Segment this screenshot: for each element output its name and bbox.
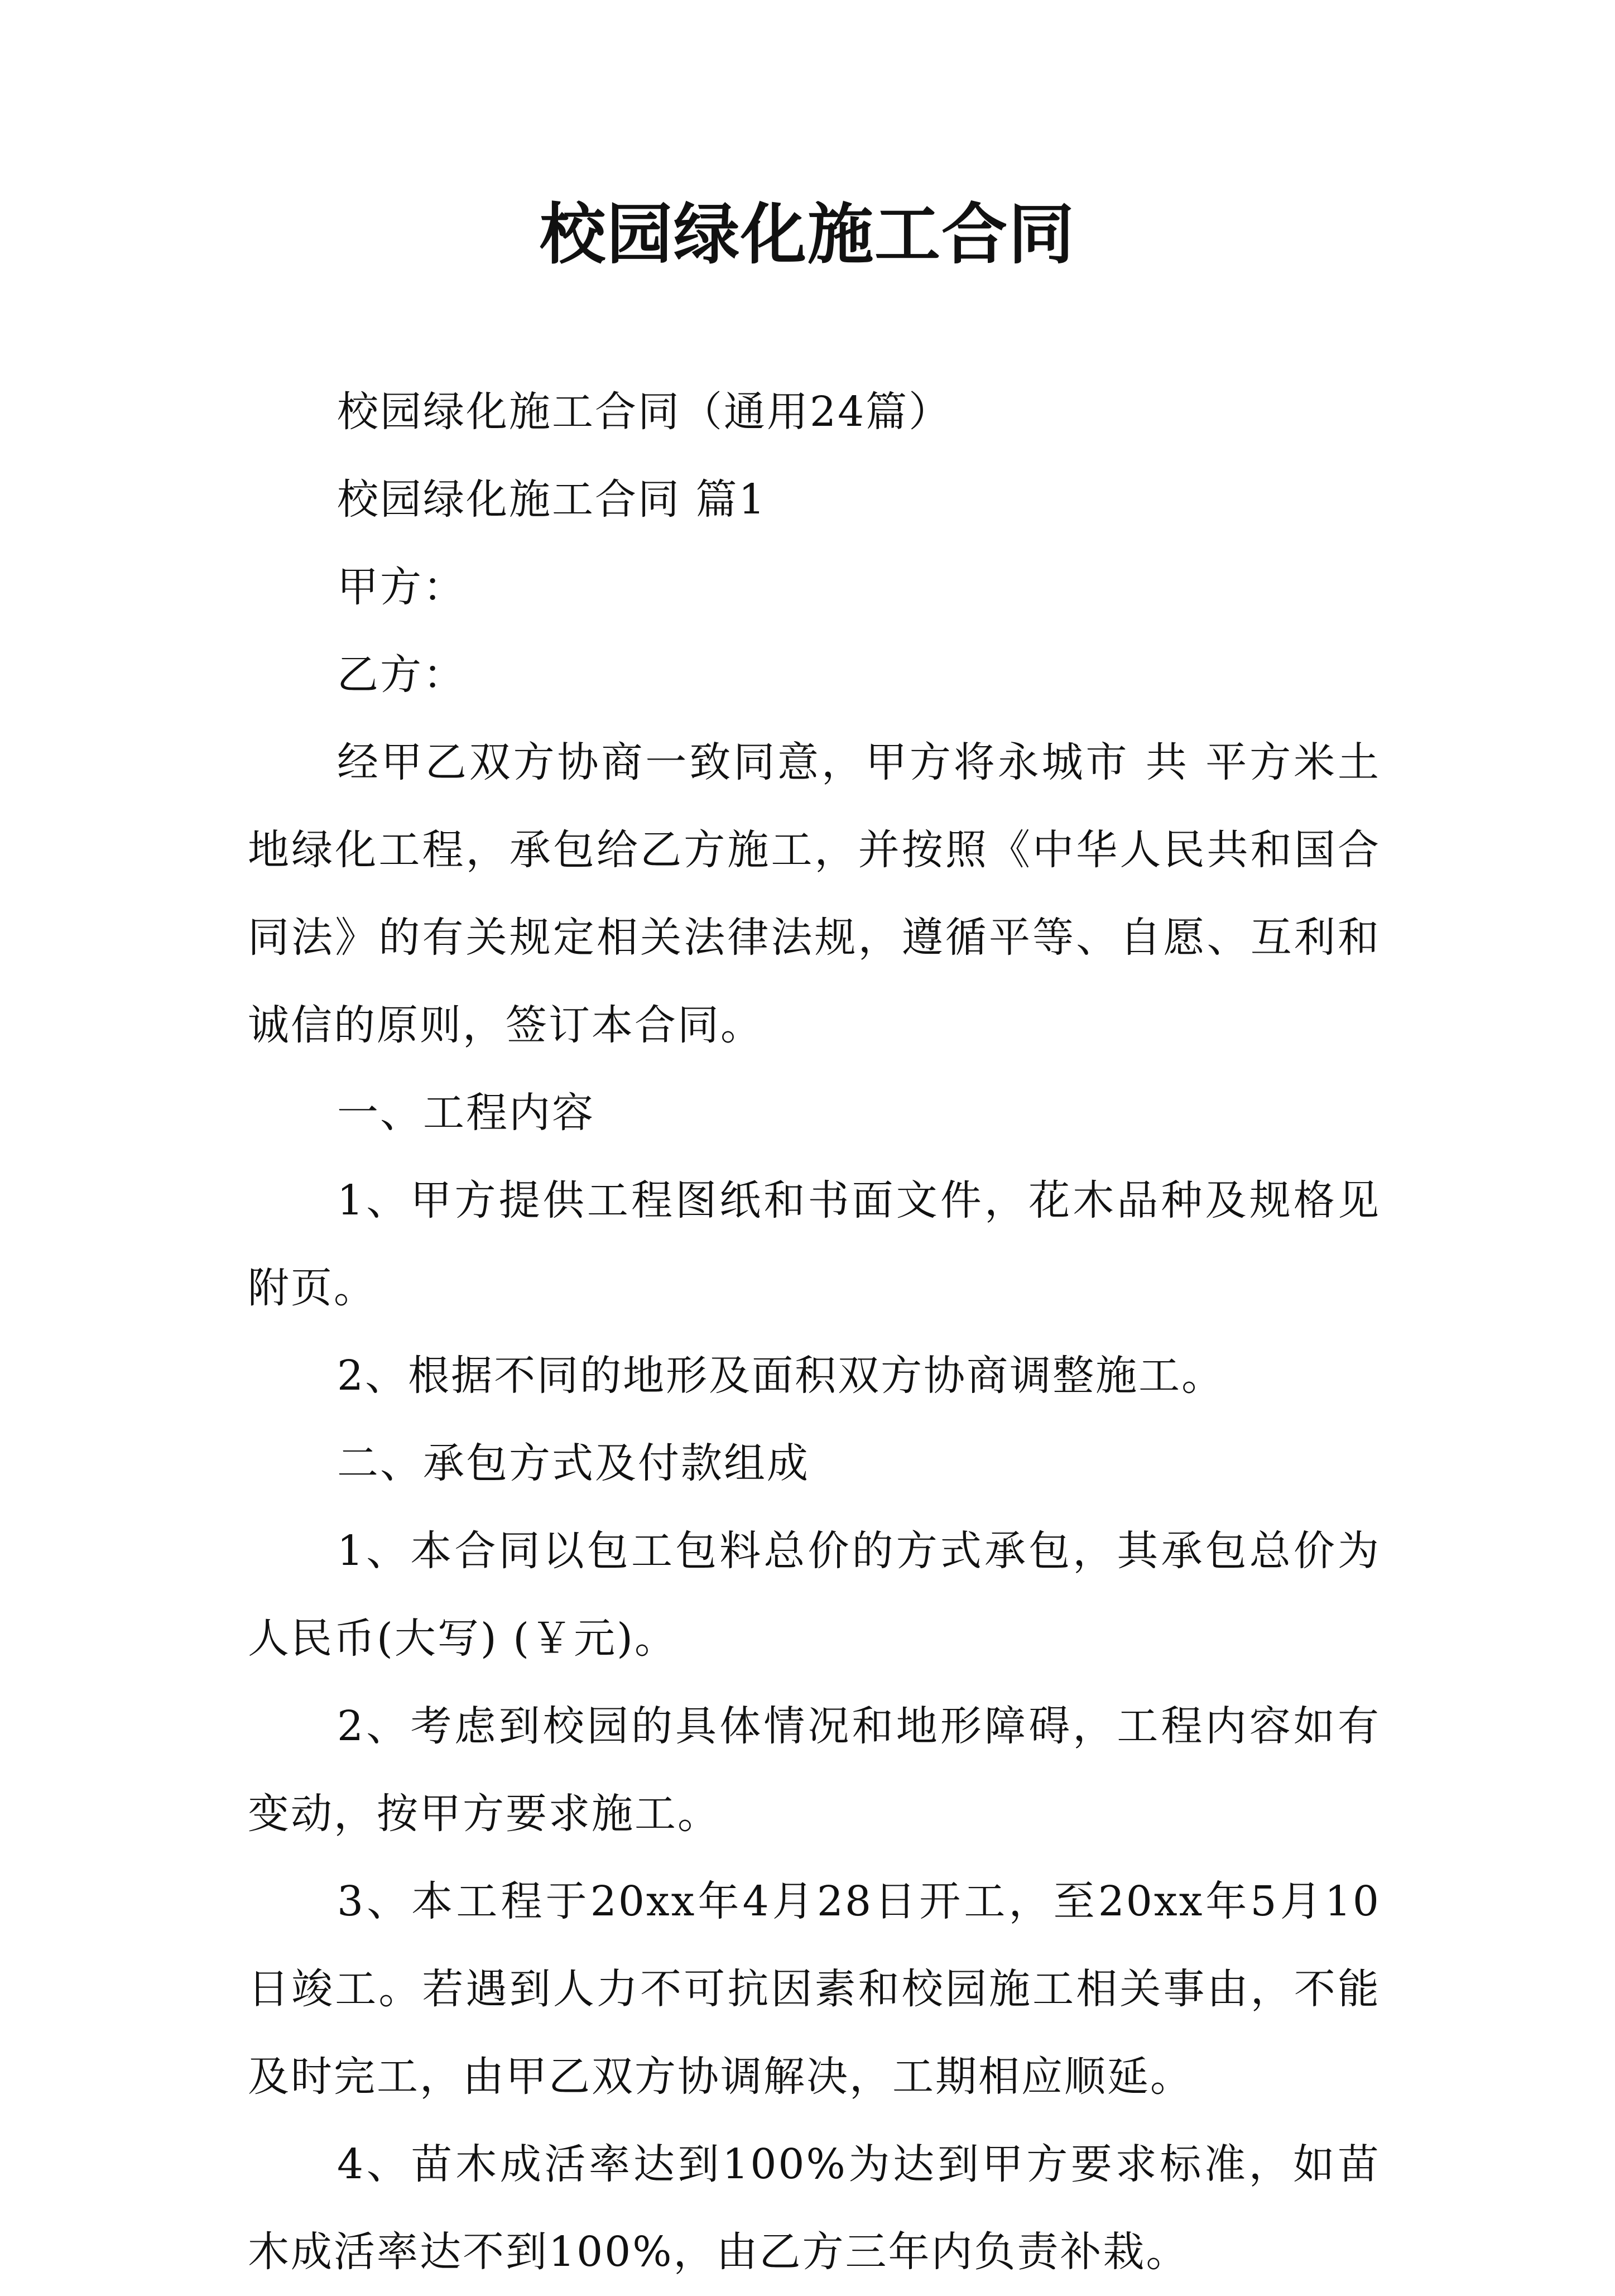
clause-2-3: 3、本工程于20xx年4月28日开工，至20xx年5月10日竣工。若遇到人力不可抗因素和校园施工相关事由，不能及时完工，由甲乙双方协调解决，工期相应顺延。 [248, 1877, 1381, 2101]
clause-2-2: 2、考虑到校园的具体情况和地形障碍，工程内容如有变动，按甲方要求施工。 [248, 1702, 1381, 1838]
section-heading-1: 一、工程内容 [337, 1089, 595, 1137]
clause-1-2: 2、根据不同的地形及面积双方协商调整施工。 [337, 1352, 1225, 1400]
document-title: 校园绿化施工合同 [539, 195, 1075, 273]
clause-2-4: 4、苗木成活率达到100%为达到甲方要求标准，如苗木成活率达不到100%，由乙方三年内负责补栽。 [248, 2140, 1381, 2276]
paragraph-party-a: 甲方： [337, 563, 466, 611]
paragraph-preamble: 经甲乙双方协商一致同意，甲方将永城市 共 平方米土地绿化工程，承包给乙方施工，并按照《中华人民共和国合同法》的有关规定相关法律法规，遵循平等、自愿、互利和诚信的原则，签订本合同。 [248, 738, 1381, 1049]
section-heading-2: 二、承包方式及付款组成 [337, 1439, 810, 1487]
paragraph-party-b: 乙方： [337, 651, 466, 699]
clause-1-1: 1、甲方提供工程图纸和书面文件，花木品种及规格见附页。 [248, 1176, 1381, 1312]
paragraph-chapter-heading: 校园绿化施工合同 篇1 [337, 475, 767, 523]
document-body [248, 368, 1381, 2296]
clause-2-1: 1、本合同以包工包料总价的方式承包，其承包总价为人民币(大写) (￥元)。 [248, 1527, 1381, 1663]
paragraph-subtitle: 校园绿化施工合同（通用24篇） [337, 388, 952, 436]
